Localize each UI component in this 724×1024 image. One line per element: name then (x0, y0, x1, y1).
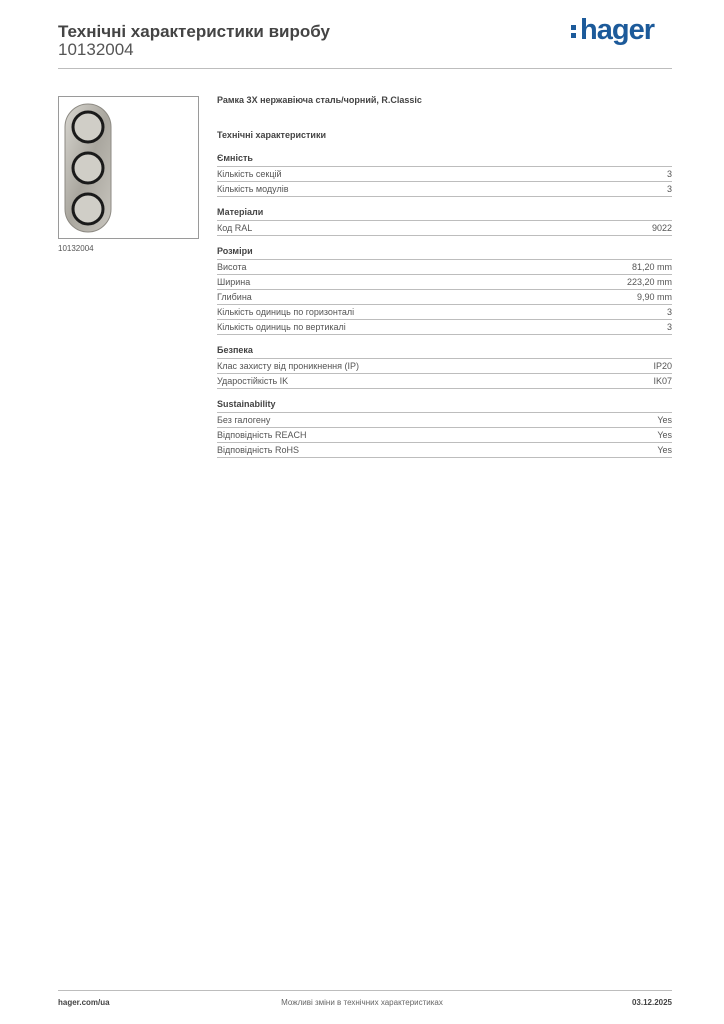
spec-row (217, 443, 672, 458)
spec-value: 9,90 mm (636, 292, 672, 302)
spec-label: Клас захисту від проникнення (IP) (217, 361, 360, 371)
spec-value: IK07 (653, 376, 672, 386)
image-caption: 10132004 (58, 244, 94, 253)
spec-row (217, 260, 672, 275)
spec-value: 81,20 mm (631, 262, 672, 272)
spec-row (217, 374, 672, 389)
page-title: Технічні характеристики виробу (58, 22, 330, 41)
spec-value: 223,20 mm (626, 277, 672, 287)
spec-group (217, 246, 672, 335)
spec-value: 3 (666, 184, 672, 194)
spec-value: IP20 (653, 361, 672, 371)
spec-label: Кількість секцій (217, 169, 282, 179)
logo-dots-icon (571, 22, 577, 41)
spec-group-title: Матеріали (217, 207, 672, 221)
footer-website: hager.com/ua (58, 998, 110, 1007)
spec-label: Ширина (217, 277, 251, 287)
spec-label: Без галогену (217, 415, 271, 425)
spec-row (217, 428, 672, 443)
spec-row (217, 305, 672, 320)
spec-value: Yes (657, 430, 672, 440)
spec-label: Глибина (217, 292, 252, 302)
spec-group (217, 153, 672, 197)
product-code: 10132004 (58, 40, 134, 59)
footer-date: 03.12.2025 (631, 998, 672, 1007)
spec-group-title: Розміри (217, 246, 672, 260)
spec-label: Відповідність RoHS (217, 445, 299, 455)
spec-group-title: Ємність (217, 153, 672, 167)
spec-value: Yes (657, 445, 672, 455)
section-heading: Технічні характеристики (217, 130, 326, 140)
spec-row (217, 221, 672, 236)
spec-groups (217, 153, 672, 458)
spec-row (217, 320, 672, 335)
spec-row (217, 167, 672, 182)
spec-value: Yes (657, 415, 672, 425)
footer-disclaimer: Можливі зміни в технічних характеристиках (281, 998, 443, 1007)
frame-3x-image (59, 97, 198, 238)
specifications (217, 95, 672, 468)
spec-label: Ударостійкість IK (217, 376, 289, 386)
spec-value: 3 (666, 307, 672, 317)
spec-row (217, 182, 672, 197)
spec-value: 9022 (651, 223, 672, 233)
product-image (58, 96, 199, 239)
hager-logo (571, 14, 654, 47)
spec-row (217, 275, 672, 290)
spec-group (217, 399, 672, 458)
spec-row (217, 290, 672, 305)
footer-divider (58, 990, 672, 991)
spec-label: Висота (217, 262, 247, 272)
spec-row (217, 359, 672, 374)
spec-label: Відповідність REACH (217, 430, 307, 440)
spec-group-title: Безпека (217, 345, 672, 359)
spec-group (217, 207, 672, 236)
spec-row (217, 413, 672, 428)
spec-label: Кількість модулів (217, 184, 289, 194)
spec-label: Кількість одиниць по вертикалі (217, 322, 346, 332)
spec-value: 3 (666, 322, 672, 332)
product-name: Рамка 3Х нержавіюча сталь/чорний, R.Classic (217, 95, 422, 105)
header-divider (58, 68, 672, 69)
spec-label: Кількість одиниць по горизонталі (217, 307, 355, 317)
spec-group-title: Sustainability (217, 399, 672, 413)
spec-label: Код RAL (217, 223, 253, 233)
logo-text: hager (580, 14, 654, 46)
spec-value: 3 (666, 169, 672, 179)
spec-group (217, 345, 672, 389)
